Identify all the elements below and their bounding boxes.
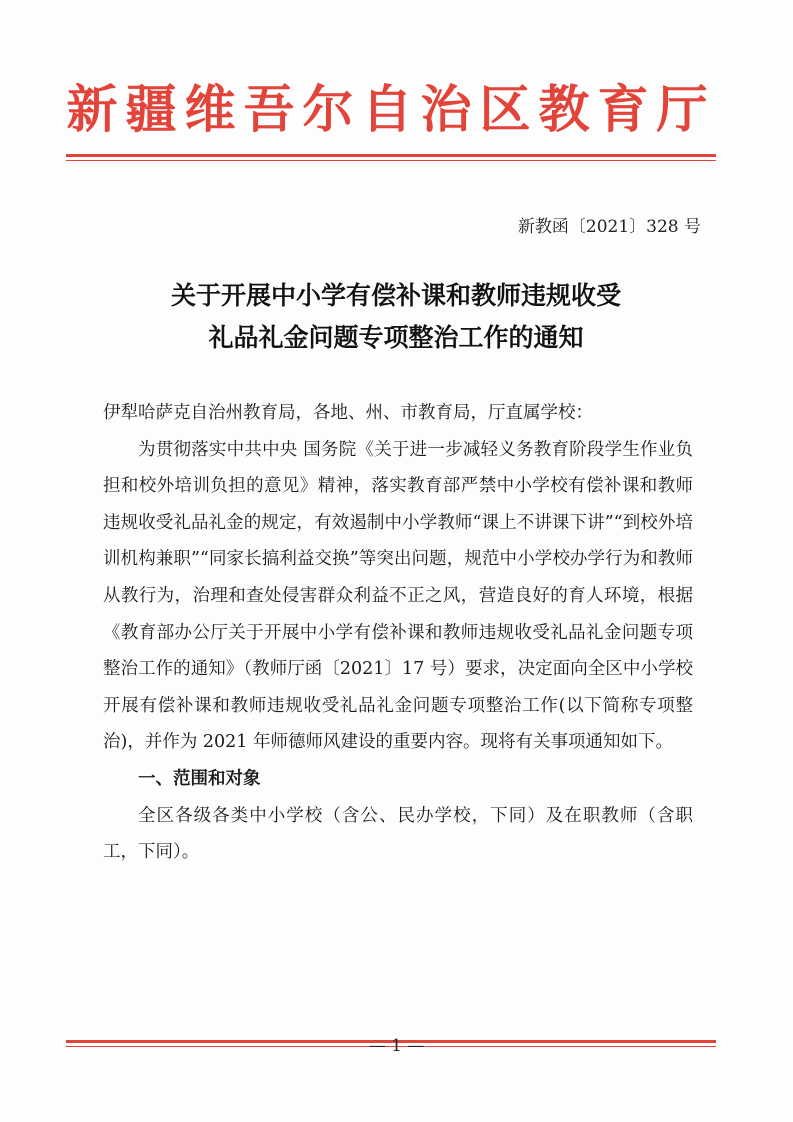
section-text: 全区各级各类中小学校（含公、民办学校，下同）及在职教师（含职工，下同）。 bbox=[103, 805, 693, 863]
body-paragraph: 为贯彻落实中共中央 国务院《关于进一步减轻义务教育阶段学生作业负担和校外培训负担的意见》精神，落实教育部严禁中小学校有偿补课和教师违规收受礼品礼金的规定，有效遏制中小学教师“课上不讲课下讲”“到校外培训机构兼职”“同家长搞利益交换”等突出问题，规范中小学校办学行为和教师从教行为，治理和查处侵害群众利益不正之风，营造良好的育人环境，根据《教育部办公厅关于开展中小学有偿补课和教师违规收受礼品礼金问题专项整治工作的通知》（教师厅函〔2021〕17 号）要求，决定面向全区中小学校开展有偿补课和教师违规收受礼品礼金问题专项整治工作(以下简称专项整治)，并作为 2021 年师德师风建设的重要内容。现将有关事项通知如下。 bbox=[103, 439, 693, 753]
masthead-rule-thick bbox=[66, 154, 716, 157]
page-number: — 1 — bbox=[368, 1036, 425, 1056]
document-number: 新教函〔2021〕328 号 bbox=[517, 217, 701, 237]
document-body bbox=[103, 395, 693, 871]
document-title-line-2: 礼品礼金问题专项整治工作的通知 bbox=[208, 323, 584, 352]
masthead-rule-thin bbox=[66, 160, 716, 161]
document-title-line-1: 关于开展中小学有偿补课和教师违规收受 bbox=[170, 281, 621, 310]
issuer-masthead: 新疆维吾尔自治区教育厅 bbox=[66, 80, 716, 140]
salutation: 伊犁哈萨克自治州教育局，各地、州、市教育局，厅直属学校： bbox=[103, 403, 593, 423]
section-heading: 一、范围和对象 bbox=[138, 768, 261, 789]
